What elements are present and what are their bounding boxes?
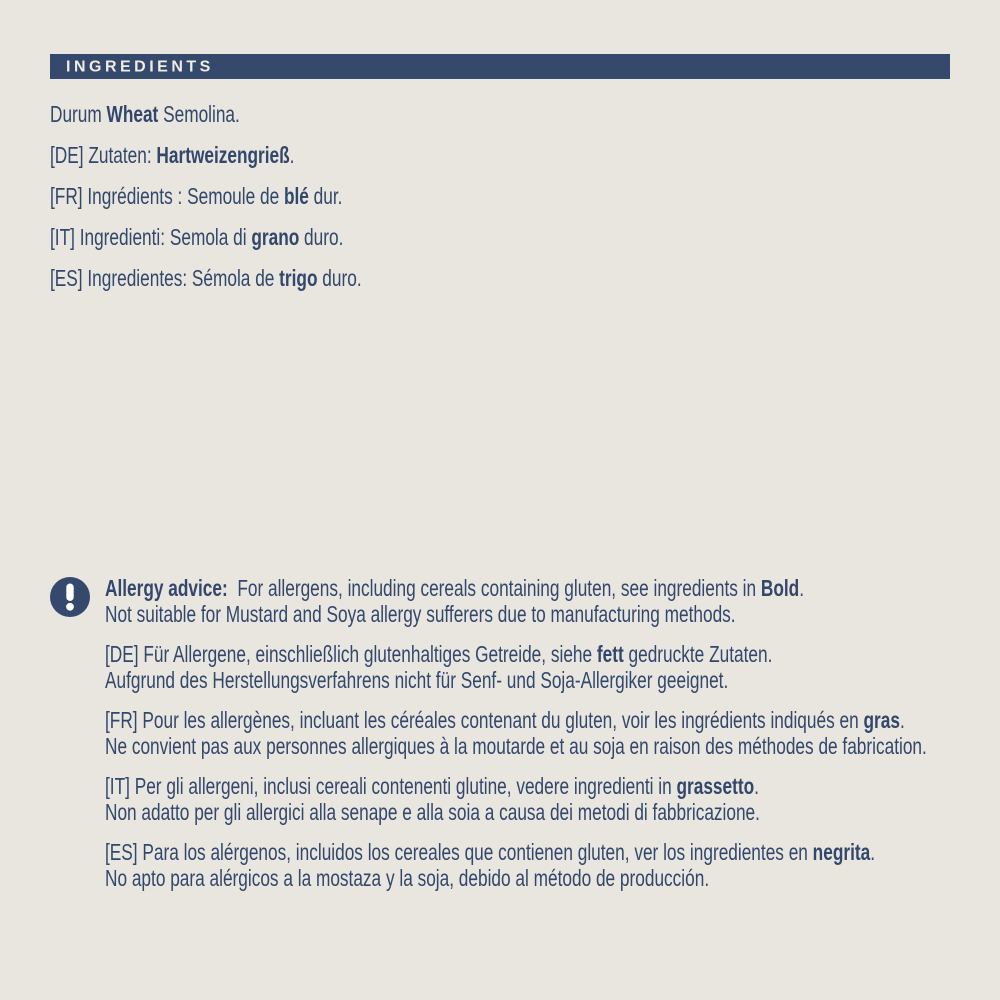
text-segment: For allergens, including cereals containing gluten, see ingredients in xyxy=(227,575,761,601)
bold-text-segment: Bold xyxy=(760,575,800,601)
bold-text-segment: negrita xyxy=(812,839,871,865)
text-segment: [IT] Per gli allergeni, inclusi cereali contenenti glutine, vedere ingredienti in xyxy=(105,773,677,799)
text-segment: duro. xyxy=(299,224,344,250)
ingredient-line xyxy=(50,223,980,251)
allergy-paragraph xyxy=(105,641,965,693)
text-segment: [ES] Para los alérgenos, incluidos los cereales que contienen gluten, ver los ingredientes en xyxy=(105,839,813,865)
bold-text-segment: grano xyxy=(251,224,300,250)
text-segment: [FR] Pour les allergènes, incluant les céréales contenant du gluten, voir les ingrédients indiqués en xyxy=(105,707,864,733)
bold-text-segment: grassetto xyxy=(676,773,755,799)
text-segment: Semolina. xyxy=(158,101,240,127)
text-segment: Not suitable for Mustard and Soya allergy sufferers due to manufacturing methods. xyxy=(105,601,736,627)
ingredient-line xyxy=(50,264,980,292)
text-segment: . xyxy=(289,142,295,168)
text-segment: [DE] Zutaten: xyxy=(50,142,157,168)
allergy-paragraph xyxy=(105,707,965,759)
bold-text-segment: trigo xyxy=(279,265,318,291)
bold-text-segment: Hartweizengrieß xyxy=(156,142,290,168)
text-segment: Aufgrund des Herstellungsverfahrens nicht für Senf- und Soja-Allergiker geeignet. xyxy=(105,667,729,693)
text-segment: . xyxy=(799,575,805,601)
text-segment: [IT] Ingredienti: Semola di xyxy=(50,224,252,250)
ingredients-header-title: INGREDIENTS xyxy=(66,58,214,75)
ingredients-list xyxy=(50,100,980,305)
text-segment: gedruckte Zutaten. xyxy=(623,641,773,667)
bold-text-segment: Wheat xyxy=(106,101,159,127)
text-segment: Durum xyxy=(50,101,107,127)
bold-text-segment: Allergy advice: xyxy=(105,575,228,601)
text-segment: Ne convient pas aux personnes allergiques à la moutarde et au soja en raison des méthodes de fabrication. xyxy=(105,733,927,759)
ingredient-line xyxy=(50,141,980,169)
bold-text-segment: blé xyxy=(283,183,309,209)
ingredient-line xyxy=(50,182,980,210)
bold-text-segment: gras xyxy=(863,707,900,733)
text-segment: . xyxy=(899,707,905,733)
text-segment: Non adatto per gli allergici alla senape e alla soia a causa dei metodi di fabbricazione. xyxy=(105,799,760,825)
alert-exclamation-icon xyxy=(50,577,90,617)
bold-text-segment: fett xyxy=(596,641,624,667)
ingredient-line xyxy=(50,100,980,128)
ingredients-header-bar xyxy=(50,54,950,79)
allergy-paragraph xyxy=(105,839,965,891)
allergy-paragraph xyxy=(105,575,965,627)
text-segment: . xyxy=(870,839,875,865)
text-segment: No apto para alérgicos a la mostaza y la soja, debido al método de producción. xyxy=(105,865,710,891)
text-segment: dur. xyxy=(308,183,343,209)
text-segment: [ES] Ingredientes: Sémola de xyxy=(50,265,280,291)
text-segment: [DE] Für Allergene, einschließlich glutenhaltiges Getreide, siehe xyxy=(105,641,597,667)
text-segment: duro. xyxy=(317,265,362,291)
allergy-paragraph xyxy=(105,773,965,825)
text-segment: . xyxy=(754,773,759,799)
allergy-paragraphs xyxy=(105,575,965,905)
text-segment: [FR] Ingrédients : Semoule de xyxy=(50,183,284,209)
